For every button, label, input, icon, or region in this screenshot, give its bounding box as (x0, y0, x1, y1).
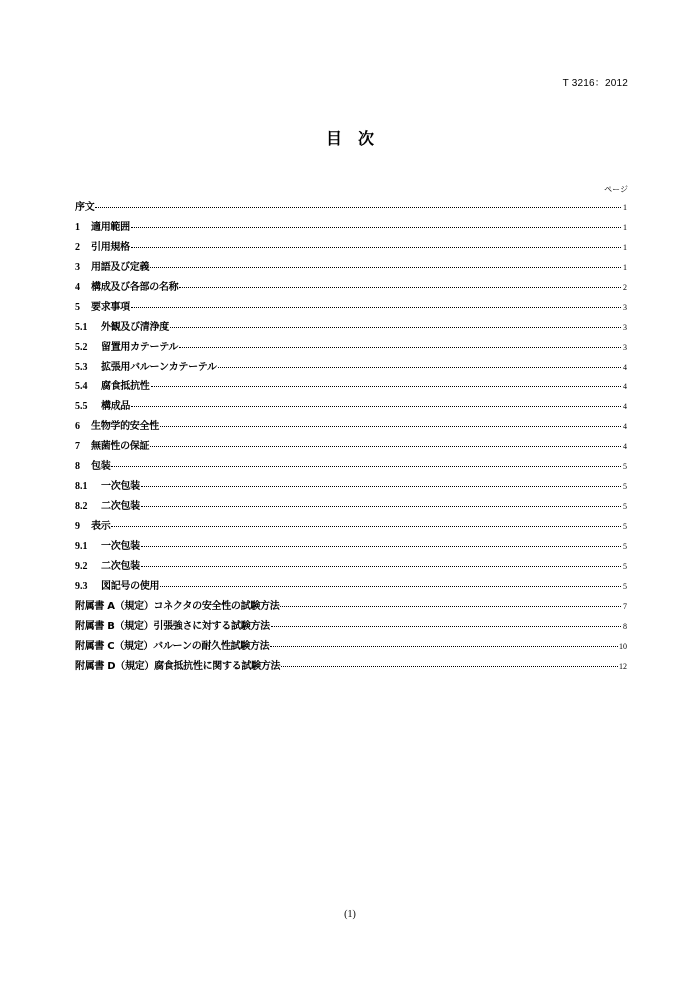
toc-entry-number: 2 (75, 241, 80, 253)
dot-leader (218, 367, 621, 368)
toc-entry-page: 4 (623, 382, 627, 392)
dot-leader (160, 426, 621, 427)
toc-entry-title: 序文 (75, 202, 95, 213)
dot-leader (179, 287, 621, 288)
toc-entry[interactable] (75, 637, 627, 657)
toc-entry-title: 腐食抵抗性 (101, 381, 150, 393)
toc-entry[interactable] (75, 577, 627, 597)
toc-entry-number: 1 (75, 221, 80, 233)
toc-entry-number: 8 (75, 461, 80, 473)
toc-entry[interactable] (75, 198, 627, 218)
toc-entry[interactable] (75, 657, 627, 677)
toc-entry-title: 附属書 C（規定）バルーンの耐久性試験方法 (75, 640, 270, 652)
dot-leader (179, 347, 621, 348)
dot-leader (141, 506, 621, 507)
toc-entry-number: 6 (75, 421, 80, 433)
dot-leader (131, 247, 621, 248)
toc-entry-title: 構成及び各部の名称 (91, 281, 179, 293)
dot-leader (281, 666, 618, 667)
toc-entry-page: 5 (623, 561, 627, 571)
toc-entry-number: 9.3 (75, 580, 88, 592)
table-of-contents (75, 198, 627, 677)
toc-entry-number: 8.2 (75, 501, 88, 513)
toc-entry[interactable] (75, 517, 627, 537)
toc-entry[interactable] (75, 238, 627, 258)
dot-leader (111, 466, 621, 467)
dot-leader (131, 227, 621, 228)
toc-entry-page: 10 (619, 641, 627, 651)
toc-entry[interactable] (75, 218, 627, 238)
toc-entry[interactable] (75, 318, 627, 338)
toc-entry-number: 5.2 (75, 341, 88, 353)
toc-entry-title: 拡張用バルーンカテーテル (101, 361, 217, 373)
standard-id: T 3216：2012 (562, 78, 628, 89)
toc-entry-number: 5.5 (75, 401, 88, 413)
dot-leader (150, 267, 621, 268)
toc-entry-page: 5 (623, 581, 627, 591)
toc-entry-number: 5.4 (75, 381, 88, 393)
toc-entry-page: 2 (623, 282, 627, 292)
toc-entry-number: 9.1 (75, 540, 88, 552)
toc-entry-title: 無菌性の保証 (91, 441, 150, 453)
toc-entry[interactable] (75, 338, 627, 358)
toc-entry-title: 二次包装 (101, 501, 140, 513)
toc-entry-number: 5 (75, 301, 80, 313)
toc-entry[interactable] (75, 617, 627, 637)
dot-leader (271, 626, 621, 627)
toc-entry-number: 7 (75, 441, 80, 453)
toc-entry-page: 1 (623, 262, 627, 272)
toc-entry-page: 4 (623, 402, 627, 412)
footer-page-number: (1) (344, 909, 356, 920)
toc-entry-title: 一次包装 (101, 540, 140, 552)
toc-entry[interactable] (75, 298, 627, 318)
toc-entry[interactable] (75, 497, 627, 517)
toc-entry-title: 適用範囲 (91, 221, 130, 233)
page-column-label: ページ (604, 185, 628, 194)
toc-entry-page: 8 (623, 621, 627, 631)
toc-entry-page: 5 (623, 541, 627, 551)
toc-entry-page: 5 (623, 522, 627, 531)
dot-leader (131, 307, 621, 308)
toc-entry-page: 5 (623, 462, 627, 472)
dot-leader (141, 566, 621, 567)
toc-entry-title: 表示 (91, 521, 111, 532)
dot-leader (111, 526, 621, 527)
toc-entry-page: 3 (623, 302, 627, 312)
toc-entry[interactable] (75, 597, 627, 617)
toc-entry[interactable] (75, 397, 627, 417)
toc-entry[interactable] (75, 537, 627, 557)
toc-entry[interactable] (75, 437, 627, 457)
dot-leader (95, 207, 621, 208)
dot-leader (280, 606, 621, 607)
dot-leader (270, 646, 618, 647)
toc-entry-title: 留置用カテーテル (101, 341, 179, 353)
toc-entry-number: 4 (75, 281, 80, 293)
dot-leader (150, 446, 621, 447)
toc-entry[interactable] (75, 258, 627, 278)
toc-entry-title: 生物学的安全性 (91, 421, 159, 433)
toc-entry-page: 7 (623, 601, 627, 611)
toc-entry[interactable] (75, 457, 627, 477)
dot-leader (151, 386, 622, 387)
toc-entry-title: 二次包装 (101, 560, 140, 572)
toc-entry-page: 1 (623, 242, 627, 252)
toc-entry[interactable] (75, 358, 627, 378)
toc-entry-page: 4 (623, 422, 627, 432)
toc-entry-page: 1 (623, 203, 627, 212)
toc-entry[interactable] (75, 278, 627, 298)
toc-entry-title: 一次包装 (101, 481, 140, 493)
toc-entry-page: 3 (623, 342, 627, 352)
toc-entry-page: 5 (623, 502, 627, 512)
toc-entry-title: 外観及び清浄度 (101, 321, 169, 333)
toc-entry-title: 用語及び定義 (91, 261, 150, 273)
toc-entry[interactable] (75, 557, 627, 577)
toc-entry-title: 附属書 B（規定）引張強さに対する試験方法 (75, 620, 270, 632)
toc-entry-title: 附属書 D（規定）腐食抵抗性に関する試験方法 (75, 660, 281, 672)
toc-entry-page: 12 (619, 661, 627, 671)
toc-entry-number: 9 (75, 521, 80, 532)
toc-entry-number: 3 (75, 261, 80, 273)
toc-entry-number: 9.2 (75, 560, 88, 572)
toc-entry-title: 要求事項 (91, 301, 130, 313)
toc-entry-title: 引用規格 (91, 241, 130, 253)
dot-leader (131, 406, 621, 407)
toc-entry[interactable] (75, 477, 627, 497)
page-title: 目 次 (325, 129, 374, 148)
toc-entry-title: 図記号の使用 (101, 580, 160, 592)
toc-entry-page: 3 (623, 322, 627, 332)
toc-entry-title: 構成品 (101, 401, 131, 413)
toc-entry-title: 附属書 A（規定）コネクタの安全性の試験方法 (75, 600, 280, 612)
dot-leader (141, 546, 621, 547)
toc-entry-number: 5.3 (75, 361, 88, 373)
dot-leader (160, 586, 621, 587)
toc-entry-page: 5 (623, 482, 627, 492)
toc-entry-number: 5.1 (75, 321, 88, 333)
toc-entry-page: 4 (623, 362, 627, 372)
dot-leader (170, 327, 621, 328)
toc-entry[interactable] (75, 377, 627, 397)
toc-entry-number: 8.1 (75, 481, 88, 493)
toc-entry[interactable] (75, 417, 627, 437)
toc-entry-page: 4 (623, 442, 627, 452)
toc-entry-page: 1 (623, 222, 627, 232)
dot-leader (141, 486, 621, 487)
toc-entry-title: 包装 (91, 461, 111, 473)
